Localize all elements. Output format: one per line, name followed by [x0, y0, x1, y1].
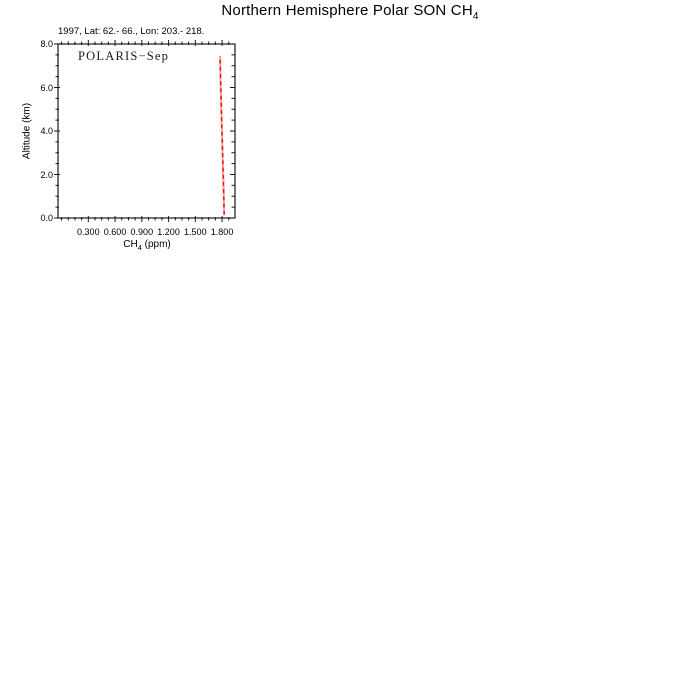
chart-title-subscript: 4: [472, 11, 479, 22]
x-tick-label: 1.800: [210, 227, 234, 237]
x-tick-label: 0.900: [130, 227, 154, 237]
x-axis-label-text: CH: [123, 239, 138, 250]
x-tick-label: 1.500: [184, 227, 207, 237]
y-tick-label: 4.0: [40, 126, 53, 136]
x-axis-label-unit: (ppm): [141, 239, 171, 250]
series-annotation: POLARIS−Sep: [78, 49, 170, 63]
plot-border: [58, 44, 235, 218]
x-axis-label-subscript: 4: [137, 243, 142, 252]
chart-title-text: Northern Hemisphere Polar SON CH: [221, 2, 473, 19]
x-tick-label: 0.300: [77, 227, 100, 237]
x-tick-label: 1.200: [157, 227, 180, 237]
y-tick-label: 0.0: [40, 213, 53, 223]
x-tick-label: 0.600: [103, 227, 127, 237]
y-tick-label: 6.0: [40, 82, 53, 93]
y-tick-label: 8.0: [40, 39, 53, 49]
y-tick-label: 2.0: [40, 169, 53, 180]
chart-subtitle: 1997, Lat: 62.- 66., Lon: 203.- 218.: [58, 26, 205, 37]
y-axis-label: Altitude (km): [21, 102, 33, 160]
